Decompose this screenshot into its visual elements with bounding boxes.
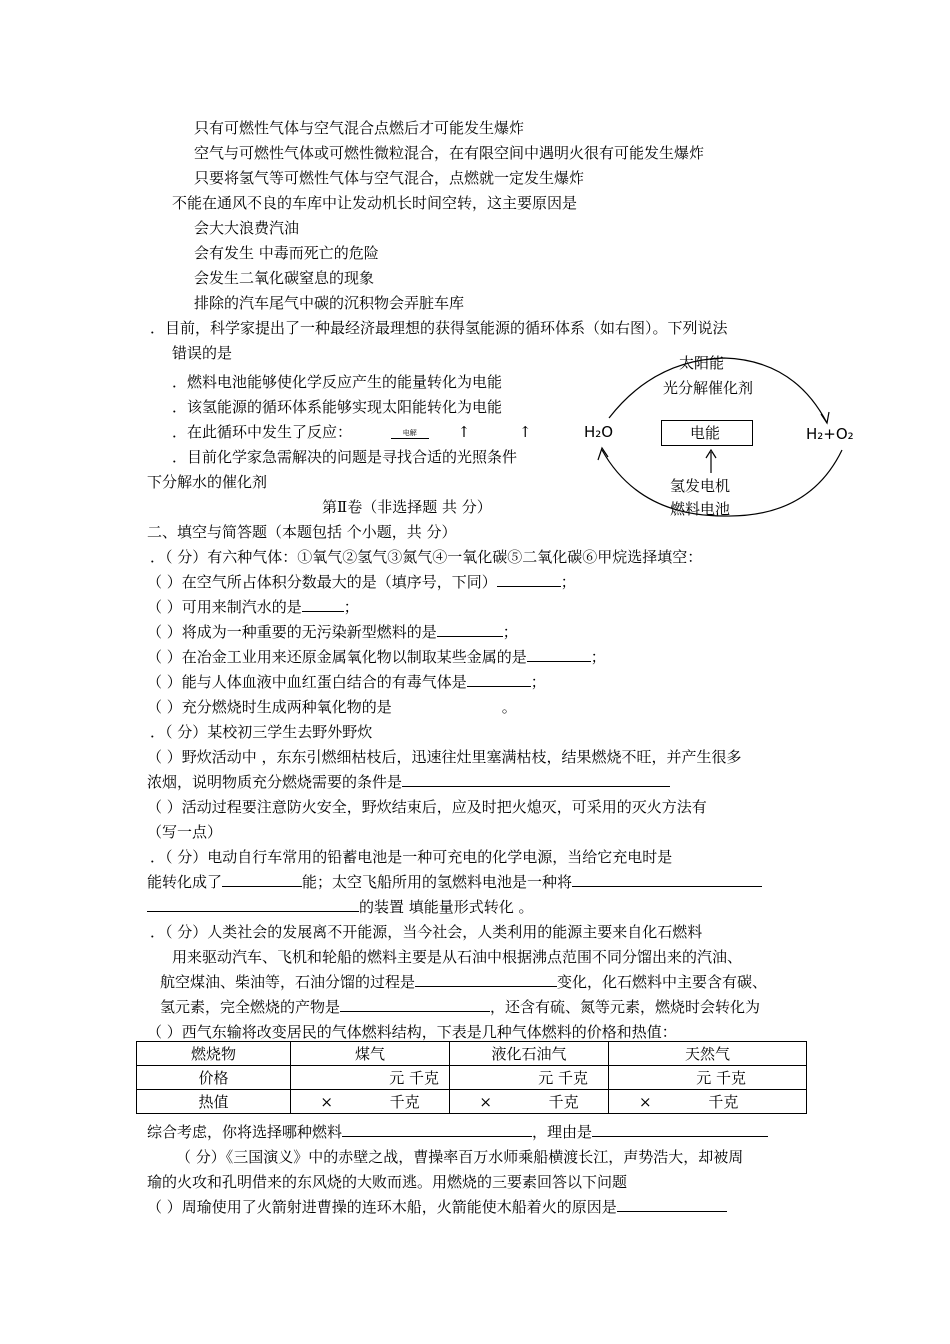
option-b-text: 空气与可燃性气体或可燃性微粒混合，在有限空间中遇明火很有可能发生爆炸 (194, 144, 705, 162)
answer-blank[interactable] (592, 1122, 768, 1137)
fill-item-text: （ ）在冶金工业用来还原金属氧化物以制取某些金属的是 (147, 648, 527, 666)
section-heading: 二、填空与简答题（本题包括 个小题，共 分） (147, 523, 457, 541)
option-a-text: ．燃料电池能够使化学反应产生的能量转化为电能 (172, 373, 503, 391)
electric-energy-label: 电能 (690, 424, 721, 442)
table-cell: 元 千克 (609, 1066, 807, 1090)
fill-item-text: （ ）充分燃烧时生成两种氧化物的是 (147, 698, 392, 716)
answer-blank[interactable] (527, 647, 591, 662)
question-text: 不能在通风不良的车库中让发动机长时间空转，这主要原因是 (172, 194, 578, 212)
question-text: （写一点） (147, 823, 223, 841)
section-title: 第Ⅱ卷（非选择题 共 分） (322, 498, 492, 516)
fill-item (147, 672, 546, 692)
table-header-cell: 煤气 (291, 1042, 450, 1066)
fill-item-text: 的装置 填能量形式转化 。 (359, 898, 534, 916)
answer-blank[interactable] (302, 597, 344, 612)
fill-item-text: （ ）周瑜使用了火箭射进曹操的连环木船，火箭能使木船着火的原因是 (147, 1198, 617, 1216)
table-cell: 元 千克 (450, 1066, 609, 1090)
fill-item (147, 897, 534, 917)
table-header-cell: 燃烧物 (137, 1042, 291, 1066)
question-text: （ ）西气东输将改变居民的气体燃料结构，下表是几种气体燃料的价格和热值： (147, 1023, 677, 1041)
question-text: 错误的是 (172, 344, 233, 362)
fill-item (147, 622, 518, 642)
answer-blank[interactable] (415, 972, 557, 987)
gas-arrows: ↑ ↑ (457, 423, 554, 441)
fill-item-text: 氢元素，完全燃烧的产物是 (160, 998, 341, 1016)
fill-item (147, 697, 517, 717)
fill-item-text: 能转化成了 (147, 873, 223, 891)
fill-item (147, 772, 670, 792)
option-b-text: ．该氢能源的循环体系能够实现太阳能转化为电能 (172, 398, 503, 416)
answer-blank[interactable] (437, 622, 503, 637)
option-d-text-cont: 下分解水的催化剂 (147, 473, 268, 491)
fill-item-text: 航空煤油、柴油等，石油分馏的过程是 (160, 973, 416, 991)
fill-item (147, 872, 762, 892)
question-text: ．（ 分）电动自行车常用的铅蓄电池是一种可充电的化学电源，当给它充电时是 (150, 848, 673, 866)
question-text: 瑜的火攻和孔明借来的东风烧的大败而逃。用燃烧的三要素回答以下问题 (147, 1173, 628, 1191)
option-c-text: 只要将氢气等可燃性气体与空气混合，点燃就一定发生爆炸 (194, 169, 585, 187)
catalyst-label: 光分解催化剂 (663, 379, 754, 397)
question-text: （ ）野炊活动中 ，东东引燃细枯枝后，迅速往灶里塞满枯枝，结果燃烧不旺，并产生很多 (147, 748, 742, 766)
electric-energy-box (661, 420, 753, 446)
question-text: （ ）活动过程要注意防火安全，野炊结束后，应及时把火熄灭，可采用的灭火方法有 (147, 798, 707, 816)
question-text: ．（ 分）某校初三学生去野外野炊 (150, 723, 373, 741)
hydrogen-cycle-diagram (584, 348, 866, 523)
question-text: （ 分）《三国演义》中的赤壁之战，曹操率百万水师乘船横渡长江，声势浩大，却被周 (176, 1148, 744, 1166)
fill-item (160, 997, 760, 1017)
fill-item (147, 572, 576, 592)
answer-blank[interactable] (617, 1197, 727, 1212)
option-a-text: 会大大浪费汽油 (194, 219, 300, 237)
fill-item (147, 647, 606, 667)
table-cell: × 千克 (450, 1090, 609, 1114)
products-label: H₂+O₂ (806, 425, 854, 443)
fill-item-text: ，理由是 (532, 1123, 593, 1141)
answer-blank[interactable] (342, 1122, 532, 1137)
option-d-text: ．目前化学家急需解决的问题是寻找合适的光照条件 (172, 448, 518, 466)
option-a-text: 只有可燃性气体与空气混合点燃后才可能发生爆炸 (194, 119, 525, 137)
fill-item (147, 597, 359, 617)
fuel-table (136, 1041, 807, 1114)
fill-item-text: （ ）在空气所占体积分数最大的是（填序号，下同） (147, 573, 497, 591)
fill-item-text: 变化，化石燃料中主要含有碳、 (557, 973, 768, 991)
table-header-cell: 天然气 (609, 1042, 807, 1066)
answer-blank[interactable] (572, 872, 762, 887)
table-header-row (137, 1042, 807, 1066)
fill-item (147, 1197, 727, 1217)
answer-blank[interactable] (467, 672, 531, 687)
fill-item-text: （ ）能与人体血液中血红蛋白结合的有毒气体是 (147, 673, 467, 691)
question-text: 用来驱动汽车、飞机和轮船的燃料主要是从石油中根据沸点范围不同分馏出来的汽油、 (172, 948, 743, 966)
fill-item-end: ； (590, 648, 606, 666)
option-c-text (172, 422, 553, 442)
fill-item-text: 综合考虑，你将选择哪种燃料 (147, 1123, 343, 1141)
question-text: ．目前，科学家提出了一种最经济最理想的获得氢能源的循环体系（如右图）。下列说法 (150, 319, 728, 337)
option-c-label: ．在此循环中发生了反应： (172, 423, 353, 441)
table-row (137, 1090, 807, 1114)
table-cell: × 千克 (291, 1090, 450, 1114)
water-label: H₂O (584, 423, 614, 441)
answer-blank[interactable] (402, 772, 670, 787)
fill-item-end: ； (343, 598, 359, 616)
question-text: ．（ 分）人类社会的发展离不开能源，当今社会，人类利用的能源主要来自化石燃料 (150, 923, 703, 941)
table-cell: 热值 (137, 1090, 291, 1114)
table-cell: 元 千克 (291, 1066, 450, 1090)
fill-item-end: ； (560, 573, 576, 591)
option-c-text: 会发生二氧化碳窒息的现象 (194, 269, 375, 287)
fill-item-end: 。 (501, 698, 517, 716)
answer-blank[interactable] (222, 872, 302, 887)
table-cell: 价格 (137, 1066, 291, 1090)
table-header-cell: 液化石油气 (450, 1042, 609, 1066)
fill-item (147, 1122, 768, 1142)
fill-item-text: （ ）可用来制汽水的是 (147, 598, 302, 616)
option-d-text: 排除的汽车尾气中碳的沉积物会弄脏车库 (194, 294, 465, 312)
electrolysis-condition: 电解 (391, 428, 429, 439)
option-b-text: 会有发生 中毒而死亡的危险 (194, 244, 379, 262)
fuel-cell-label: 燃料电池 (670, 500, 731, 518)
table-cell: × 千克 (609, 1090, 807, 1114)
fill-item (160, 972, 767, 992)
answer-blank[interactable] (340, 997, 490, 1012)
fill-item-text: ，还含有硫、氮等元素，燃烧时会转化为 (490, 998, 761, 1016)
table-row (137, 1066, 807, 1090)
answer-blank[interactable] (497, 572, 561, 587)
question-text: ．（ 分）有六种气体：①氧气②氢气③氮气④一氧化碳⑤二氧化碳⑥甲烷选择填空： (150, 548, 703, 566)
fill-item-text: 浓烟，说明物质充分燃烧需要的条件是 (147, 773, 403, 791)
fill-item-end: ； (502, 623, 518, 641)
answer-blank[interactable] (147, 897, 359, 912)
solar-energy-label: 太阳能 (679, 354, 725, 372)
fill-item-end: ； (530, 673, 546, 691)
generator-label: 氢发电机 (670, 477, 731, 495)
fill-item-text: 能；太空飞船所用的氢燃料电池是一种将 (302, 873, 573, 891)
fill-item-text: （ ）将成为一种重要的无污染新型燃料的是 (147, 623, 437, 641)
